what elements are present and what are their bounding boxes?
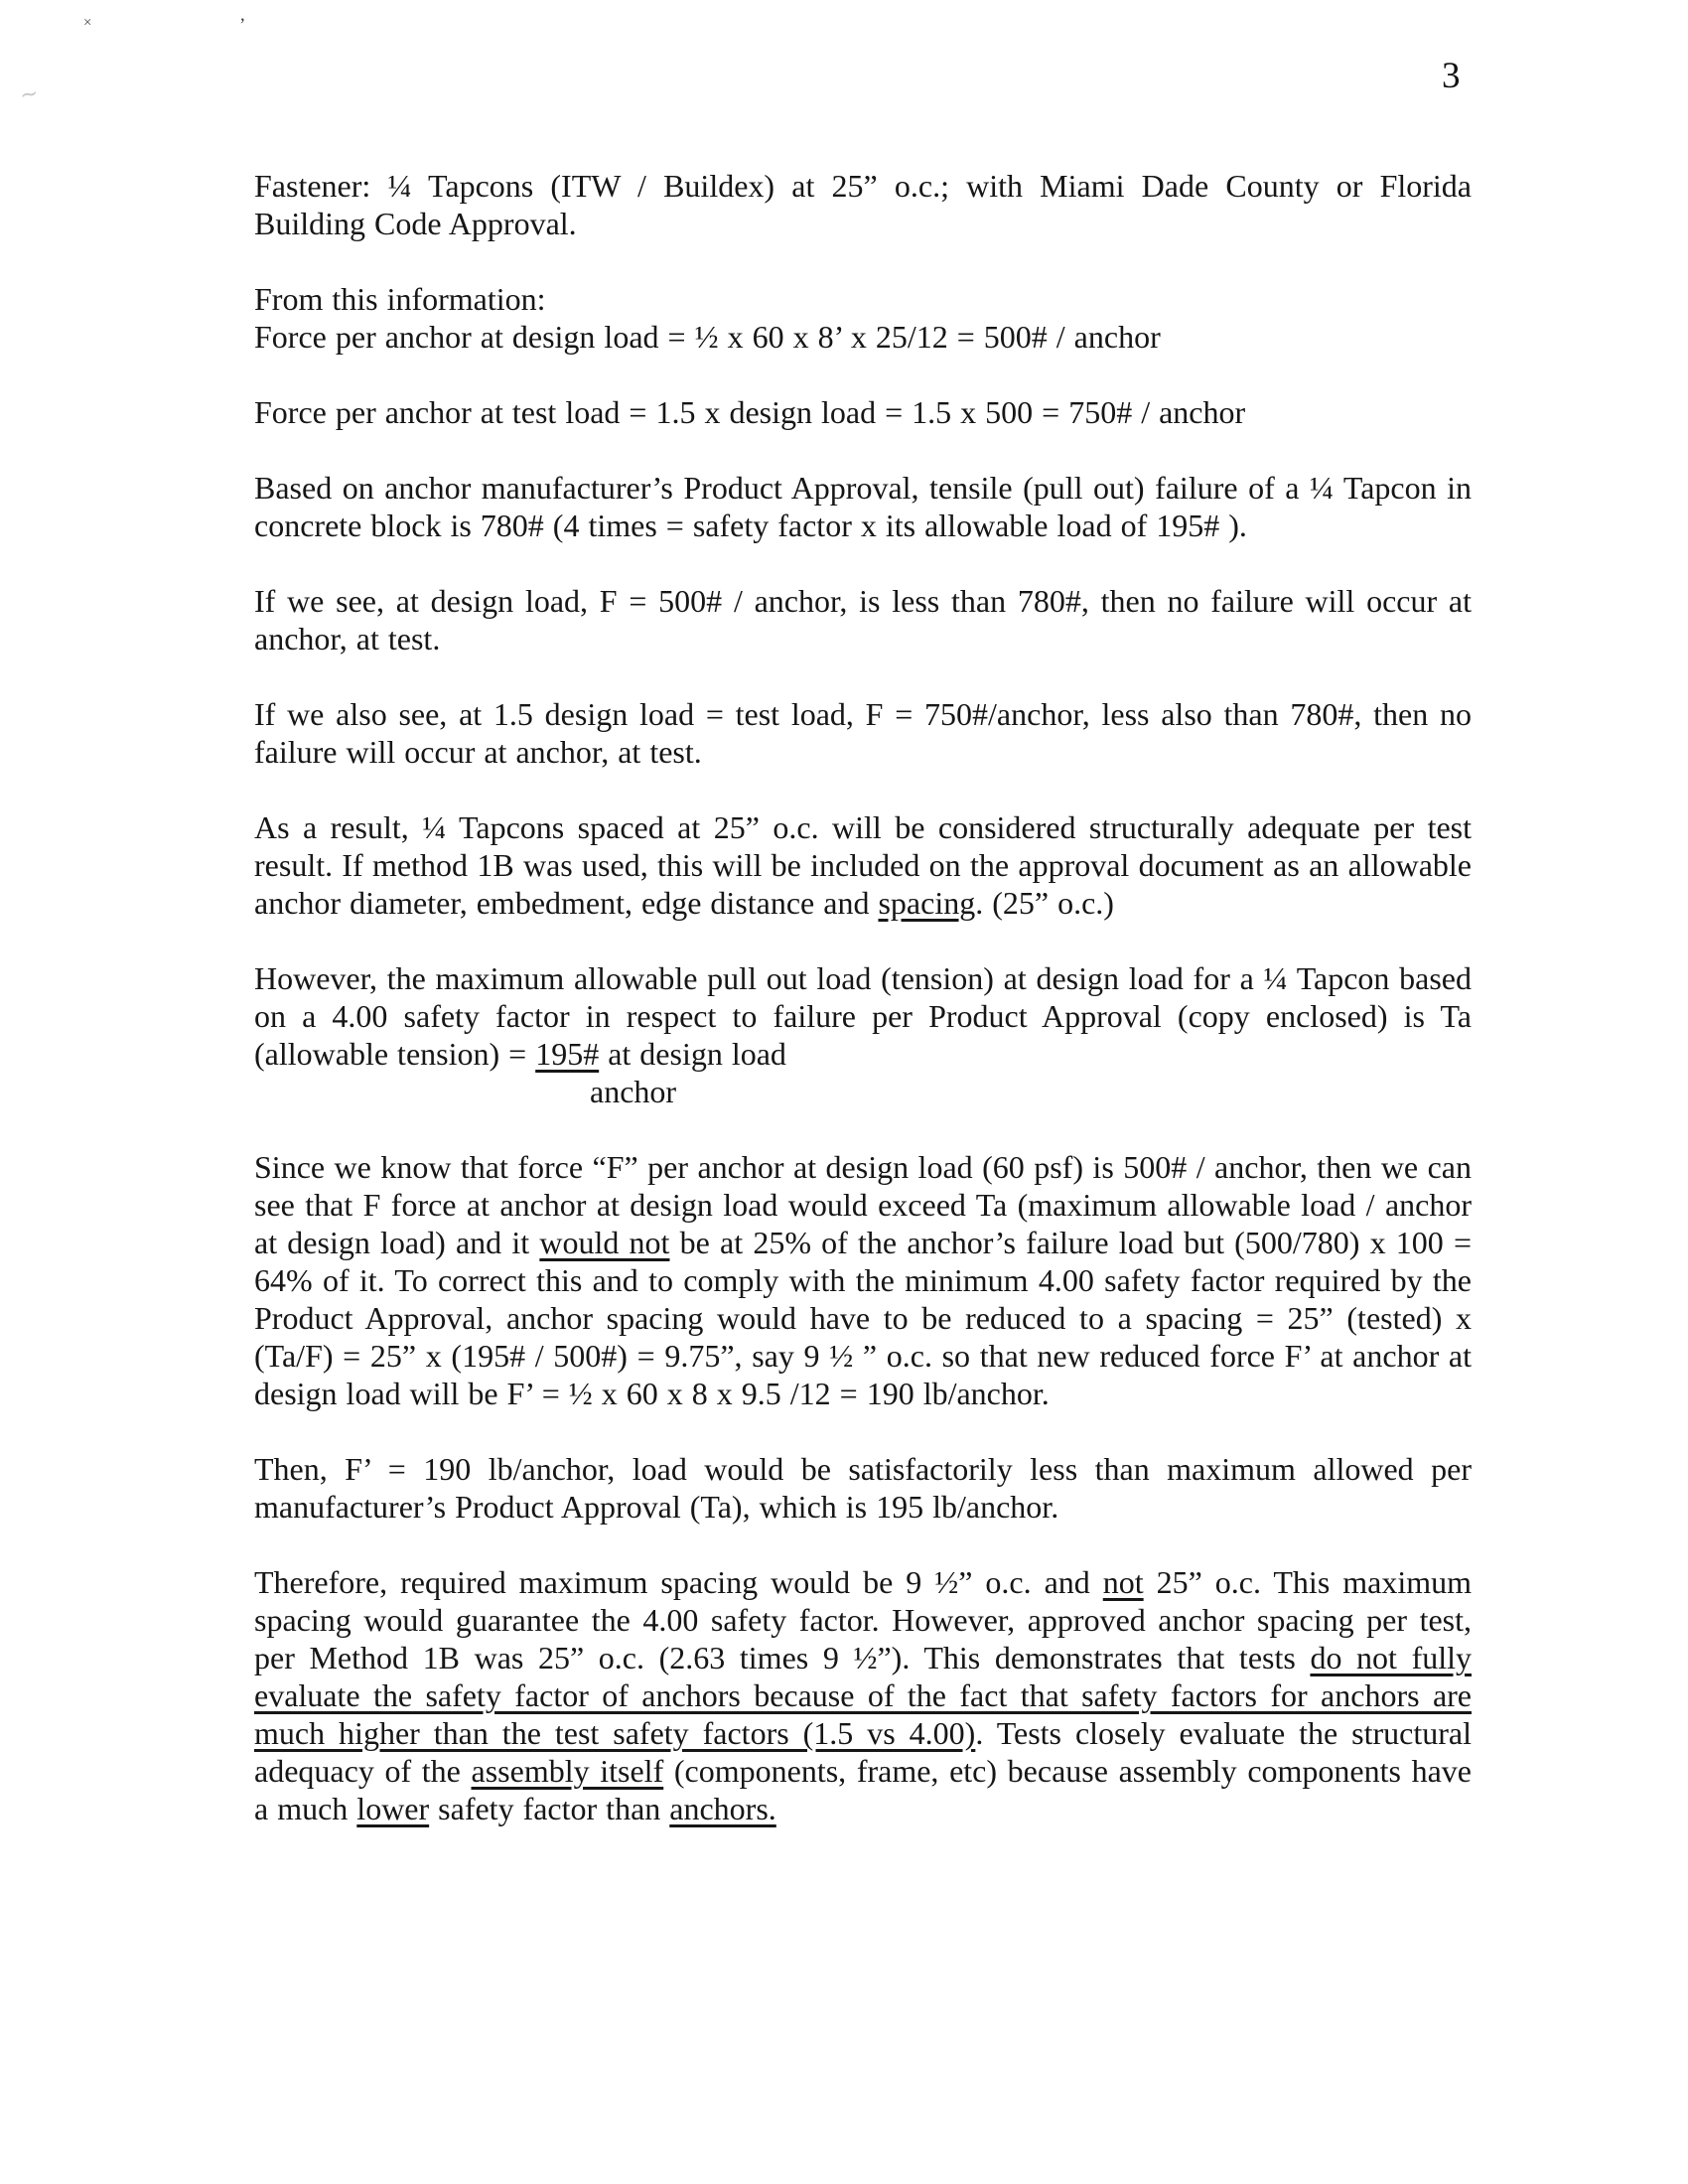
underlined-text: lower — [356, 1791, 430, 1826]
line-force-design-load — [254, 318, 1472, 356]
para-since-we-know — [254, 1148, 1472, 1412]
document-body — [254, 167, 1472, 1865]
text-run: Fastener: ¼ Tapcons (ITW / Buildex) at 25” o.c.; with Miami Dade County or Florida Building Code Approval. — [254, 168, 1472, 241]
underlined-text: assembly itself — [471, 1753, 664, 1789]
text-run: Since we know that force “F” per anchor at design load (60 psf) is 500# / anchor, then we can see that F force at anchor at design load would exceed Ta (maximum allowable load / anchor at design load) and it — [254, 1149, 1472, 1260]
text-run: If we see, at design load, F = 500# / anchor, is less than 780#, then no failure will occur at anchor, at test. — [254, 583, 1472, 656]
underlined-text: spacing — [878, 885, 976, 921]
text-run: Then, F’ = 190 lb/anchor, load would be satisfactorily less than maximum allowed per manufacturer’s Product Approval (Ta), which is 195 lb/anchor. — [254, 1451, 1472, 1525]
text-run: Force per anchor at test load = 1.5 x design load = 1.5 x 500 = 750# / anchor — [254, 394, 1246, 430]
scan-speck: × — [83, 15, 92, 31]
text-run: Force per anchor at design load = ½ x 60 x 8’ x 25/12 = 500# / anchor — [254, 319, 1161, 355]
para-then-f — [254, 1450, 1472, 1526]
text-run: safety factor than — [429, 1791, 670, 1826]
para-fastener — [254, 167, 1472, 242]
text-run: (components, frame, etc) because assembly components have a much — [254, 1753, 1473, 1826]
underlined-text: 195# — [535, 1036, 600, 1072]
text-run: However, the maximum allowable pull out load (tension) at design load for a ¼ Tapcon based on a 4.00 safety factor in respect to failure per Product Approval (copy enclosed) is Ta (allowable tension) = — [254, 960, 1472, 1072]
para-if-we-see — [254, 582, 1472, 657]
text-run: 25” o.c. This maximum spacing would guarantee the 4.00 safety factor. However, approved anchor spacing per test, per Method 1B was 25” o.c. (2.63 times 9 ½”). This demonstrates that tests — [254, 1564, 1472, 1675]
underlined-text: not — [1102, 1564, 1144, 1600]
text-run: at design load — [599, 1036, 786, 1072]
scan-speck: ’ — [239, 15, 246, 36]
para-therefore — [254, 1563, 1472, 1827]
page-number: 3 — [1442, 56, 1461, 96]
underlined-text: anchors. — [669, 1791, 776, 1826]
underlined-text: do not fully evaluate the safety factor of anchors because of the fact that safety factors for anchors are much higher than the test safety factors (1.5 vs 4.00) — [254, 1640, 1472, 1751]
text-run: Therefore, required maximum spacing would be 9 ½” o.c. and — [254, 1564, 1103, 1600]
para-as-a-result — [254, 808, 1472, 922]
text-run: anchor — [590, 1074, 677, 1109]
text-run: . Tests closely evaluate the structural adequacy of the — [254, 1715, 1473, 1789]
text-run: From this information: — [254, 281, 546, 317]
text-run: . (25” o.c.) — [975, 885, 1114, 921]
fraction-denominator-anchor — [590, 1073, 1472, 1110]
text-run: be at 25% of the anchor’s failure load but (500/780) x 100 = 64% of it. To correct this and to comply with the minimum 4.00 safety factor required by the Product Approval, anchor spacing would have to be reduced to a spacing = 25” (tested) x (Ta/F) = 25” x (195# / 500#) = 9.75”, say 9 ½ ” o.c. so that new reduced force F’ at anchor at design load will be F’ = ½ x 60 x 8 x 9.5 /12 = 190 lb/anchor. — [254, 1225, 1473, 1411]
line-force-test-load — [254, 393, 1472, 431]
text-run: Based on anchor manufacturer’s Product Approval, tensile (pull out) failure of a ¼ Tapcon in concrete block is 780# (4 times = safety factor x its allowable load of 195# ). — [254, 470, 1472, 543]
para-from-information — [254, 280, 1472, 318]
text-run: As a result, ¼ Tapcons spaced at 25” o.c. will be considered structurally adequate per test result. If method 1B was used, this will be included on the approval document as an allowable anchor diameter, embedment, edge distance and — [254, 809, 1472, 921]
text-run: If we also see, at 1.5 design load = test load, F = 750#/anchor, less also than 780#, then no failure will occur at anchor, at test. — [254, 696, 1472, 770]
underlined-text: would not — [539, 1225, 670, 1260]
para-if-we-also-see — [254, 695, 1472, 771]
para-based-on-approval — [254, 469, 1472, 544]
para-however-maximum — [254, 959, 1472, 1073]
scan-speck: ∼ — [17, 79, 41, 108]
